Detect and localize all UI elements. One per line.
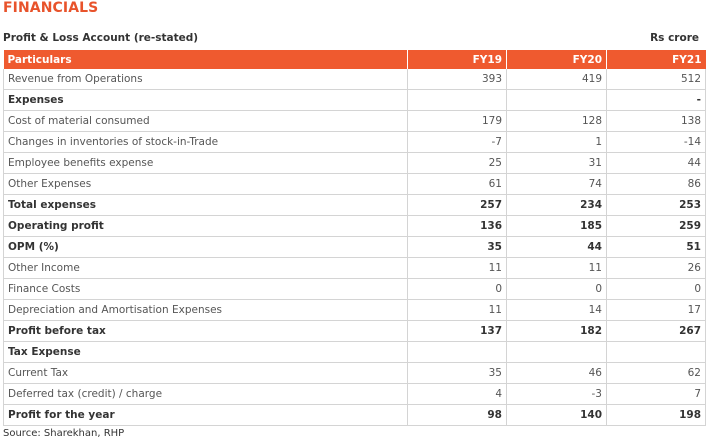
cell-fy19: 25 bbox=[408, 153, 507, 174]
row-label: Profit for the year bbox=[4, 405, 408, 426]
cell-fy20: 74 bbox=[507, 174, 607, 195]
cell-fy21: 512 bbox=[607, 69, 706, 90]
table-row bbox=[4, 279, 706, 300]
row-label: Operating profit bbox=[4, 216, 408, 237]
column-header-fy21: FY21 bbox=[607, 50, 706, 69]
table-row bbox=[4, 258, 706, 279]
cell-fy21: 44 bbox=[607, 153, 706, 174]
cell-fy20: 419 bbox=[507, 69, 607, 90]
row-label: Finance Costs bbox=[4, 279, 408, 300]
row-label: Changes in inventories of stock-in-Trade bbox=[4, 132, 408, 153]
cell-fy19: 0 bbox=[408, 279, 507, 300]
cell-fy20: 11 bbox=[507, 258, 607, 279]
table-row bbox=[4, 195, 706, 216]
unit-label: Rs crore bbox=[650, 32, 699, 44]
row-label: Revenue from Operations bbox=[4, 69, 408, 90]
cell-fy20 bbox=[507, 342, 607, 363]
cell-fy20: 31 bbox=[507, 153, 607, 174]
source-note: Source: Sharekhan, RHP bbox=[3, 428, 125, 439]
cell-fy19: 35 bbox=[408, 363, 507, 384]
table-row bbox=[4, 174, 706, 195]
row-label: OPM (%) bbox=[4, 237, 408, 258]
cell-fy21: 51 bbox=[607, 237, 706, 258]
row-label: Employee benefits expense bbox=[4, 153, 408, 174]
cell-fy20: 46 bbox=[507, 363, 607, 384]
cell-fy21: - bbox=[607, 90, 706, 111]
row-label: Other Income bbox=[4, 258, 408, 279]
column-header-fy20: FY20 bbox=[507, 50, 607, 69]
cell-fy21: 62 bbox=[607, 363, 706, 384]
cell-fy21 bbox=[607, 342, 706, 363]
cell-fy20: 44 bbox=[507, 237, 607, 258]
profit-loss-table bbox=[3, 50, 706, 426]
cell-fy20: 128 bbox=[507, 111, 607, 132]
cell-fy20: 14 bbox=[507, 300, 607, 321]
cell-fy21: 259 bbox=[607, 216, 706, 237]
cell-fy20: 1 bbox=[507, 132, 607, 153]
table-row bbox=[4, 363, 706, 384]
cell-fy21: 26 bbox=[607, 258, 706, 279]
cell-fy20 bbox=[507, 90, 607, 111]
cell-fy21: 86 bbox=[607, 174, 706, 195]
cell-fy20: 182 bbox=[507, 321, 607, 342]
table-body bbox=[4, 69, 706, 426]
table-row bbox=[4, 111, 706, 132]
cell-fy19: 4 bbox=[408, 384, 507, 405]
cell-fy21: -14 bbox=[607, 132, 706, 153]
row-label: Cost of material consumed bbox=[4, 111, 408, 132]
table-title: Profit & Loss Account (re-stated) bbox=[3, 32, 199, 44]
cell-fy19: 11 bbox=[408, 300, 507, 321]
table-row bbox=[4, 342, 706, 363]
cell-fy21: 267 bbox=[607, 321, 706, 342]
cell-fy20: -3 bbox=[507, 384, 607, 405]
table-header-row bbox=[4, 50, 706, 69]
cell-fy21: 17 bbox=[607, 300, 706, 321]
table-row bbox=[4, 132, 706, 153]
page-heading: FINANCIALS bbox=[3, 0, 99, 16]
cell-fy19: 136 bbox=[408, 216, 507, 237]
cell-fy20: 185 bbox=[507, 216, 607, 237]
row-label: Depreciation and Amortisation Expenses bbox=[4, 300, 408, 321]
table-row bbox=[4, 216, 706, 237]
cell-fy19: 393 bbox=[408, 69, 507, 90]
cell-fy19: 257 bbox=[408, 195, 507, 216]
cell-fy19: -7 bbox=[408, 132, 507, 153]
row-label: Other Expenses bbox=[4, 174, 408, 195]
row-label: Deferred tax (credit) / charge bbox=[4, 384, 408, 405]
row-label: Current Tax bbox=[4, 363, 408, 384]
row-label: Profit before tax bbox=[4, 321, 408, 342]
column-header-particulars: Particulars bbox=[4, 50, 408, 69]
column-header-fy19: FY19 bbox=[408, 50, 507, 69]
table-row bbox=[4, 405, 706, 426]
table-row bbox=[4, 384, 706, 405]
cell-fy21: 138 bbox=[607, 111, 706, 132]
table-row bbox=[4, 69, 706, 90]
table-subheader bbox=[3, 32, 703, 48]
cell-fy19 bbox=[408, 342, 507, 363]
cell-fy19: 61 bbox=[408, 174, 507, 195]
row-label: Expenses bbox=[4, 90, 408, 111]
cell-fy19: 179 bbox=[408, 111, 507, 132]
cell-fy19: 137 bbox=[408, 321, 507, 342]
table-row bbox=[4, 321, 706, 342]
table-row bbox=[4, 300, 706, 321]
cell-fy19: 11 bbox=[408, 258, 507, 279]
cell-fy21: 7 bbox=[607, 384, 706, 405]
table-row bbox=[4, 153, 706, 174]
cell-fy19: 35 bbox=[408, 237, 507, 258]
cell-fy19: 98 bbox=[408, 405, 507, 426]
table-row bbox=[4, 237, 706, 258]
cell-fy20: 140 bbox=[507, 405, 607, 426]
cell-fy19 bbox=[408, 90, 507, 111]
row-label: Tax Expense bbox=[4, 342, 408, 363]
cell-fy20: 0 bbox=[507, 279, 607, 300]
cell-fy21: 198 bbox=[607, 405, 706, 426]
row-label: Total expenses bbox=[4, 195, 408, 216]
cell-fy20: 234 bbox=[507, 195, 607, 216]
cell-fy21: 253 bbox=[607, 195, 706, 216]
table-row bbox=[4, 90, 706, 111]
cell-fy21: 0 bbox=[607, 279, 706, 300]
